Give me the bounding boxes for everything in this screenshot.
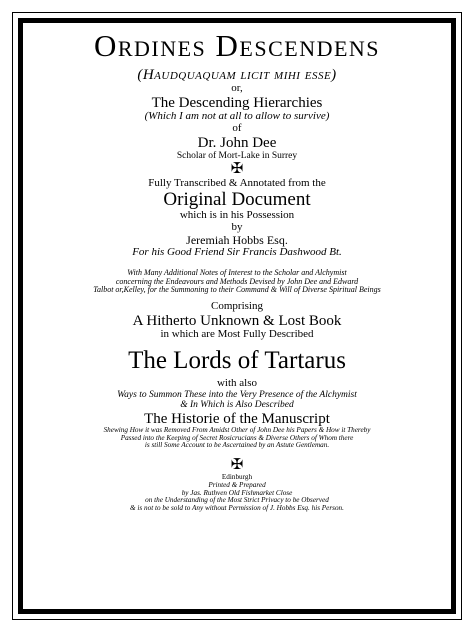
title-page bbox=[26, 30, 448, 513]
hobbs-name: Jeremiah Hobbs Esq. bbox=[186, 233, 288, 248]
transcribed-text: Fully Transcribed & Annotated from the bbox=[148, 176, 326, 189]
printed-prepared: Printed & Prepared bbox=[208, 480, 266, 489]
by-text: by bbox=[231, 221, 243, 234]
shewing-line-2: Passed into the Keeping of Secret Rosicrucians & Diverse Others of Whom there bbox=[120, 433, 354, 442]
lords-of-tartarus: The Lords of Tartarus bbox=[128, 346, 346, 374]
or-text: or, bbox=[231, 81, 243, 94]
author-name: Dr. John Dee bbox=[197, 134, 277, 151]
ways-line-1: Ways to Summon These into the Very Presence of the Alchymist bbox=[117, 390, 357, 401]
maltese-cross-icon: ✠ bbox=[230, 457, 244, 474]
privacy-notice: on the Understanding of the Most Strict Privacy to be Observed bbox=[145, 496, 329, 505]
original-document: Original Document bbox=[163, 188, 311, 210]
notes-line-2: concerning the Endeavours and Methods Devised by John Dee and Edward bbox=[115, 276, 359, 286]
not-sold-notice: & is not to be sold to Any without Permission of J. Hobbs Esq. his Person. bbox=[130, 504, 344, 513]
historie: The Historie of the Manuscript bbox=[144, 410, 330, 427]
maltese-cross-icon: ✠ bbox=[230, 160, 244, 177]
ways-line-2: & In Which is Also Described bbox=[180, 400, 294, 411]
notes-line-1: With Many Additional Notes of Interest to the Scholar and Alchymist bbox=[127, 267, 347, 277]
author-description: Scholar of Mort-Lake in Surrey bbox=[176, 150, 298, 161]
with-also: with also bbox=[216, 377, 258, 390]
english-title: The Descending Hierarchies bbox=[151, 94, 323, 111]
described-text: in which are Most Fully Described bbox=[160, 327, 314, 340]
printer-name: by Jas. Ruthven Old Fishmarket Close bbox=[181, 488, 293, 497]
lost-book: A Hitherto Unknown & Lost Book bbox=[132, 312, 342, 329]
friend-dedication: For his Good Friend Sir Francis Dashwood Bt. bbox=[132, 246, 342, 259]
english-subtitle: (Which I am not at all to allow to survive) bbox=[144, 109, 330, 122]
comprising-text: Comprising bbox=[211, 299, 263, 312]
of-text: of bbox=[232, 121, 242, 134]
main-title: Ordines Descendens bbox=[93, 28, 381, 63]
edinburgh: Edinburgh bbox=[221, 473, 253, 482]
shewing-line-1: Shewing How it was Removed From Amidst Other of John Dee his Papers & How it Thereby bbox=[103, 425, 371, 434]
latin-subtitle: (Haudquaquam licit mihi esse) bbox=[137, 66, 337, 83]
possession-text: which is in his Possession bbox=[179, 209, 295, 222]
shewing-line-3: is still Some Account to be Ascertained by an Astute Gentleman. bbox=[144, 441, 330, 450]
notes-line-3: Talbot or,Kelley, for the Summoning to their Command & Will of Diverse Spiritual Beings bbox=[93, 285, 381, 295]
